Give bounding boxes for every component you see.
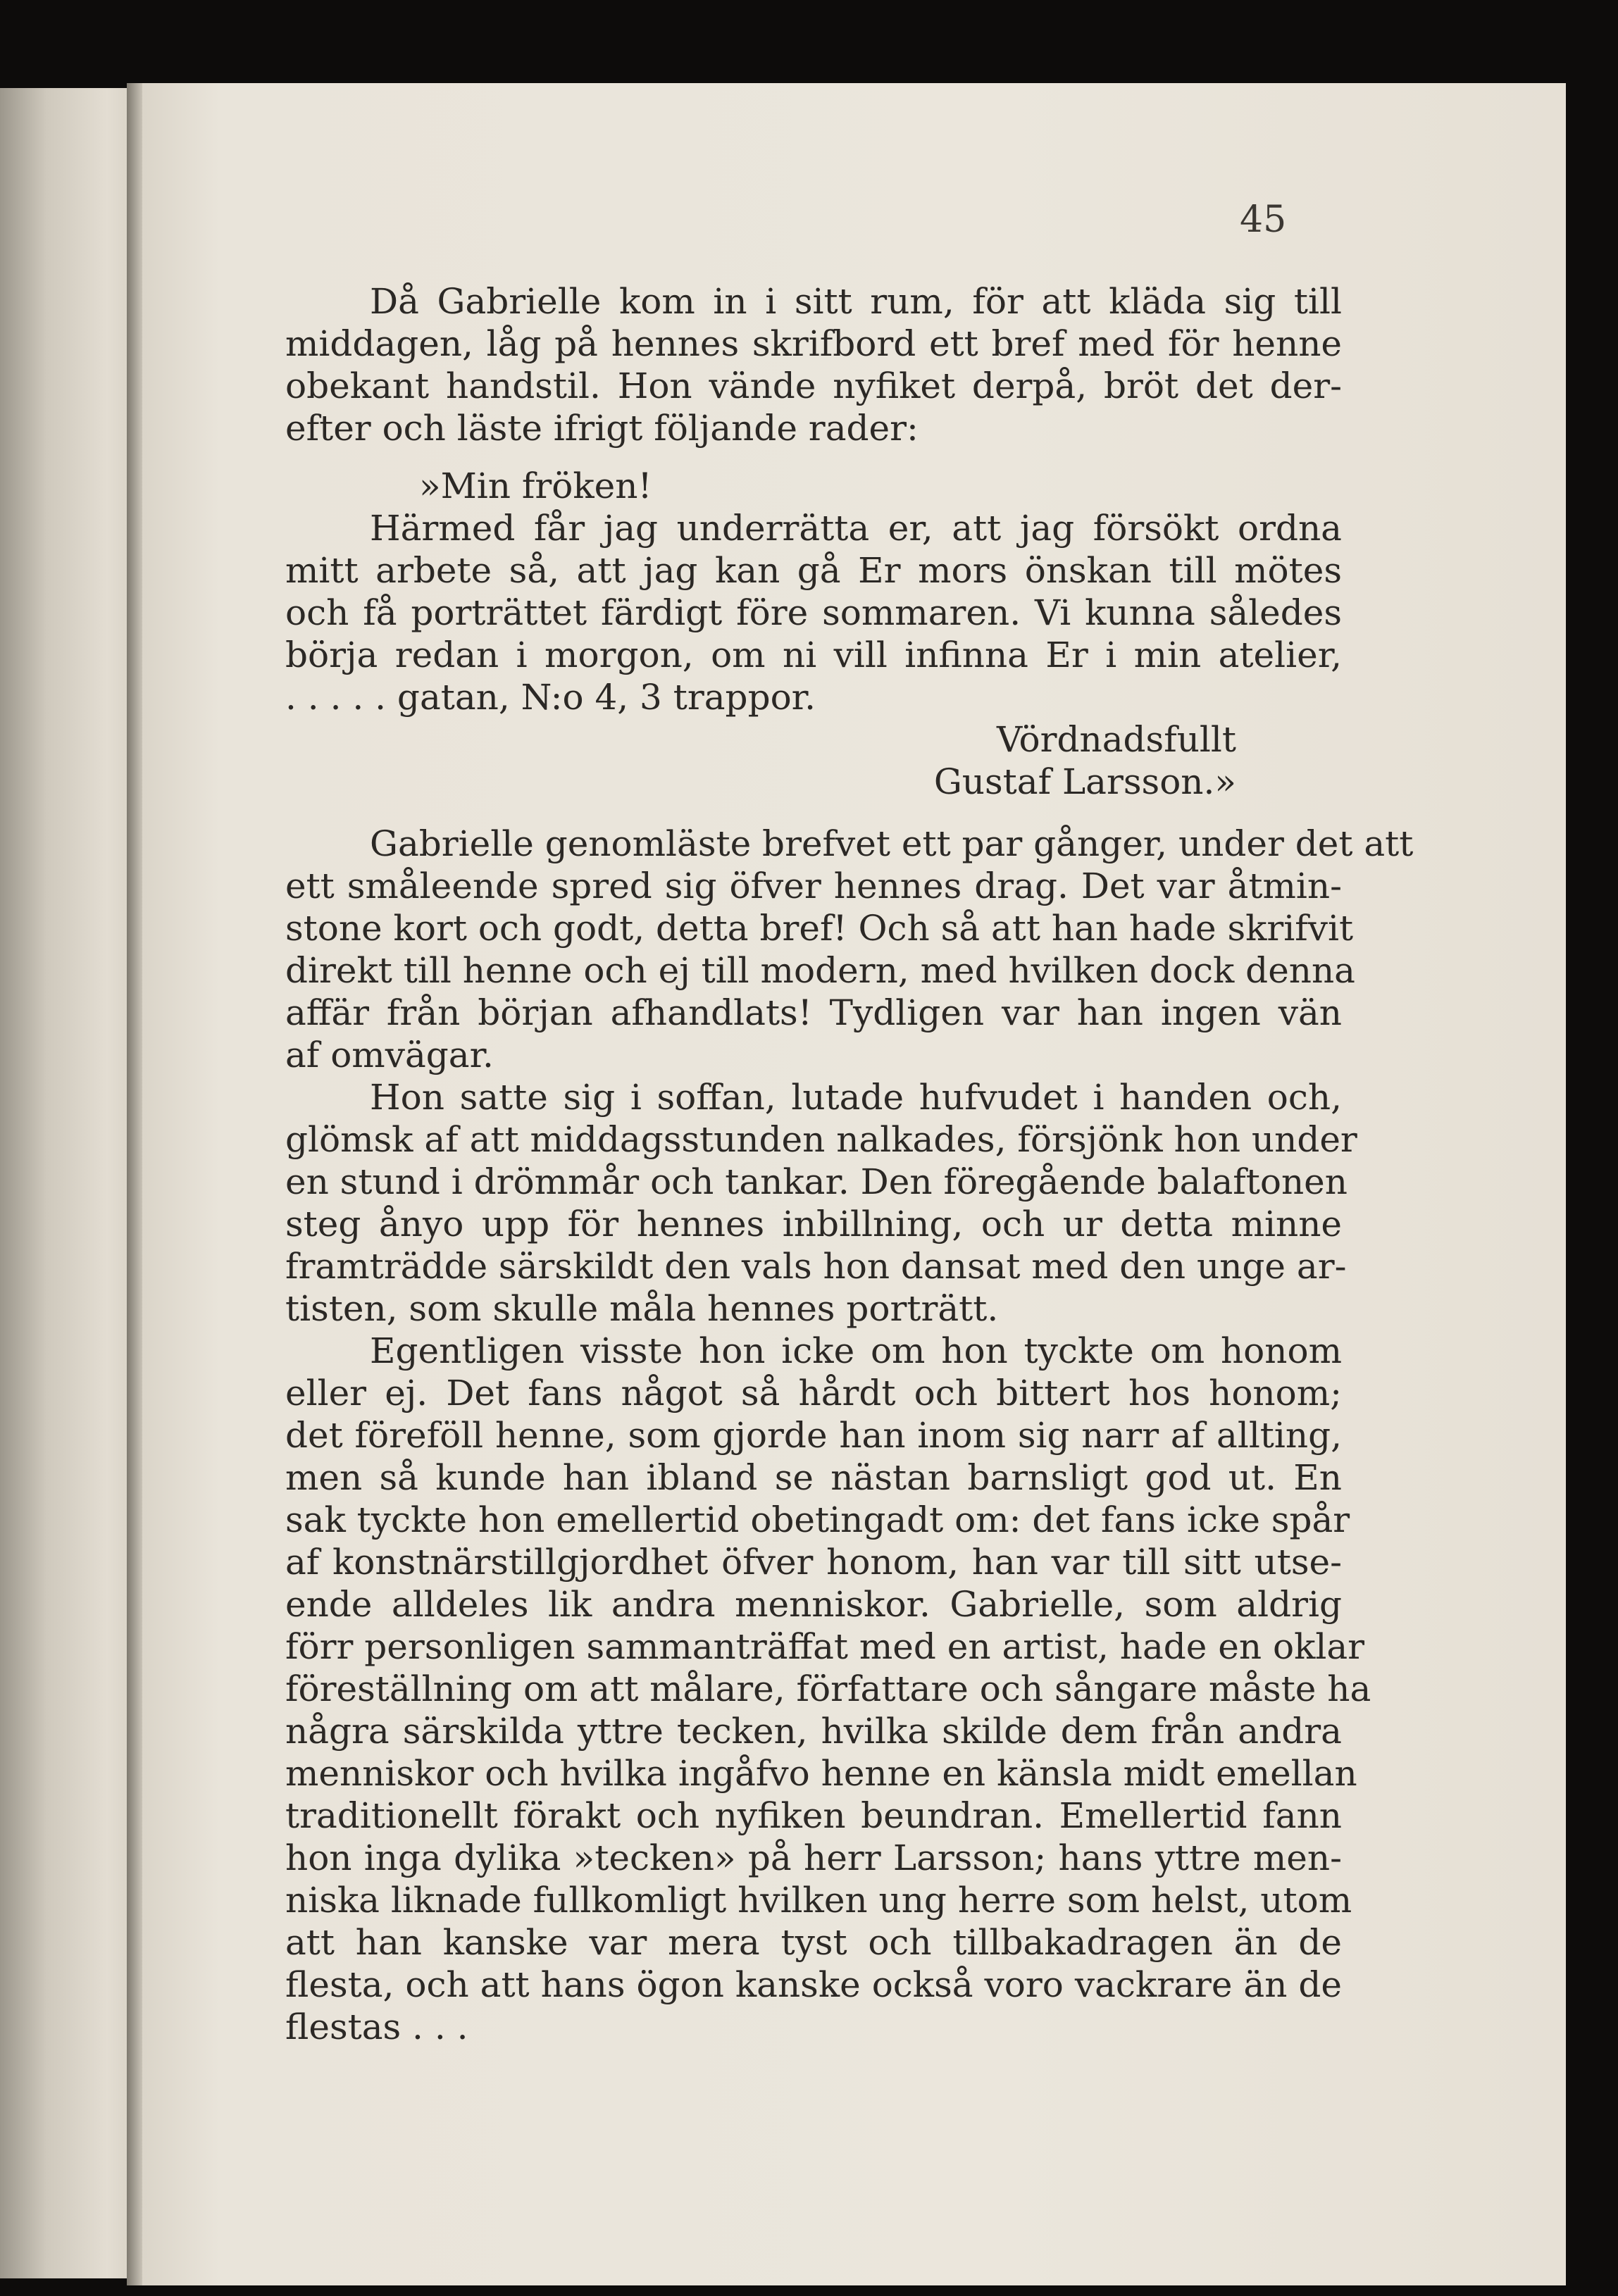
letter-salutation: »Min fröken!	[419, 466, 652, 506]
text-line: Gabrielle genomläste brefvet ett par gånger, under det att	[370, 823, 1414, 864]
text-line: flestas . . .	[285, 2007, 468, 2047]
page-number: 45	[1240, 199, 1287, 241]
text-line: några särskilda yttre tecken, hvilka skilde dem från andra	[285, 1711, 1342, 1752]
text-line: traditionellt förakt och nyfiken beundran. Emellertid fann	[285, 1795, 1342, 1836]
letter-line: Härmed får jag underrätta er, att jag försökt ordna	[370, 508, 1342, 549]
page-text	[285, 280, 1414, 2048]
text-line: ende alldeles lik andra menniskor. Gabrielle, som aldrig	[285, 1584, 1342, 1625]
text-line: menniskor och hvilka ingåfvo henne en känsla midt emellan	[285, 1753, 1357, 1794]
text-line: sak tyckte hon emellertid obetingadt om: det fans icke spår	[285, 1499, 1350, 1540]
text-line: glömsk af att middagsstunden nalkades, försjönk hon under	[285, 1119, 1357, 1160]
text-line: stone kort och godt, detta bref! Och så att han hade skrifvit	[285, 908, 1354, 949]
text-line: direkt till henne och ej till modern, med hvilken dock denna	[285, 950, 1355, 991]
text-line: Hon satte sig i soffan, lutade hufvudet i handen och,	[370, 1077, 1342, 1118]
text-line: förr personligen sammanträffat med en artist, hade en oklar	[285, 1626, 1365, 1667]
text-line: flesta, och att hans ögon kanske också voro vackrare än de	[285, 1964, 1342, 2005]
text-line: ett småleende spred sig öfver hennes drag. Det var åtmin-	[285, 866, 1342, 906]
text-line: framträdde särskildt den vals hon dansat med den unge ar-	[285, 1246, 1347, 1287]
text-line: det föreföll henne, som gjorde han inom sig narr af allting,	[285, 1415, 1342, 1456]
text-line: niska liknade fullkomligt hvilken ung herre som helst, utom	[285, 1880, 1352, 1921]
text-line: efter och läste ifrigt följande rader:	[285, 408, 919, 449]
text-line: af konstnärstillgjordhet öfver honom, han var till sitt utse-	[285, 1542, 1342, 1583]
text-line: steg ånyo upp för hennes inbillning, och ur detta minne	[285, 1204, 1342, 1244]
text-line: en stund i drömmår och tankar. Den föregående balaftonen	[285, 1161, 1348, 1202]
text-line: Då Gabrielle kom in i sitt rum, för att kläda sig till	[370, 281, 1342, 322]
text-line: att han kanske var mera tyst och tillbakadragen än de	[285, 1922, 1342, 1963]
text-line: affär från början afhandlats! Tydligen var han ingen vän	[285, 992, 1342, 1033]
letter-line: börja redan i morgon, om ni vill infinna Er i min atelier,	[285, 635, 1342, 675]
book-spine	[127, 83, 142, 2285]
letter-signature: Gustaf Larsson.»	[933, 761, 1236, 802]
text-line: eller ej. Det fans något så hårdt och bittert hos honom;	[285, 1373, 1342, 1414]
letter-line: och få porträttet färdigt före sommaren. Vi kunna således	[285, 592, 1342, 633]
text-line: föreställning om att målare, författare och sångare måste ha	[285, 1668, 1371, 1709]
text-line: middagen, låg på hennes skrifbord ett bref med för henne	[285, 323, 1342, 364]
text-line: obekant handstil. Hon vände nyfiket derpå, bröt det der-	[285, 366, 1342, 406]
text-line: af omvägar.	[285, 1035, 494, 1075]
text-line: Egentligen visste hon icke om hon tyckte om honom	[370, 1330, 1342, 1371]
facing-page-edge	[0, 88, 134, 2278]
text-line: hon inga dylika »tecken» på herr Larsson; hans yttre men-	[285, 1838, 1342, 1878]
letter-line: mitt arbete så, att jag kan gå Er mors önskan till mötes	[285, 550, 1342, 591]
text-line: men så kunde han ibland se nästan barnsligt god ut. En	[285, 1457, 1342, 1498]
text-line: tisten, som skulle måla hennes porträtt.	[285, 1288, 999, 1329]
letter-closing: Vördnadsfullt	[997, 719, 1236, 760]
letter-line: . . . . . gatan, N:o 4, 3 trappor.	[285, 677, 816, 718]
